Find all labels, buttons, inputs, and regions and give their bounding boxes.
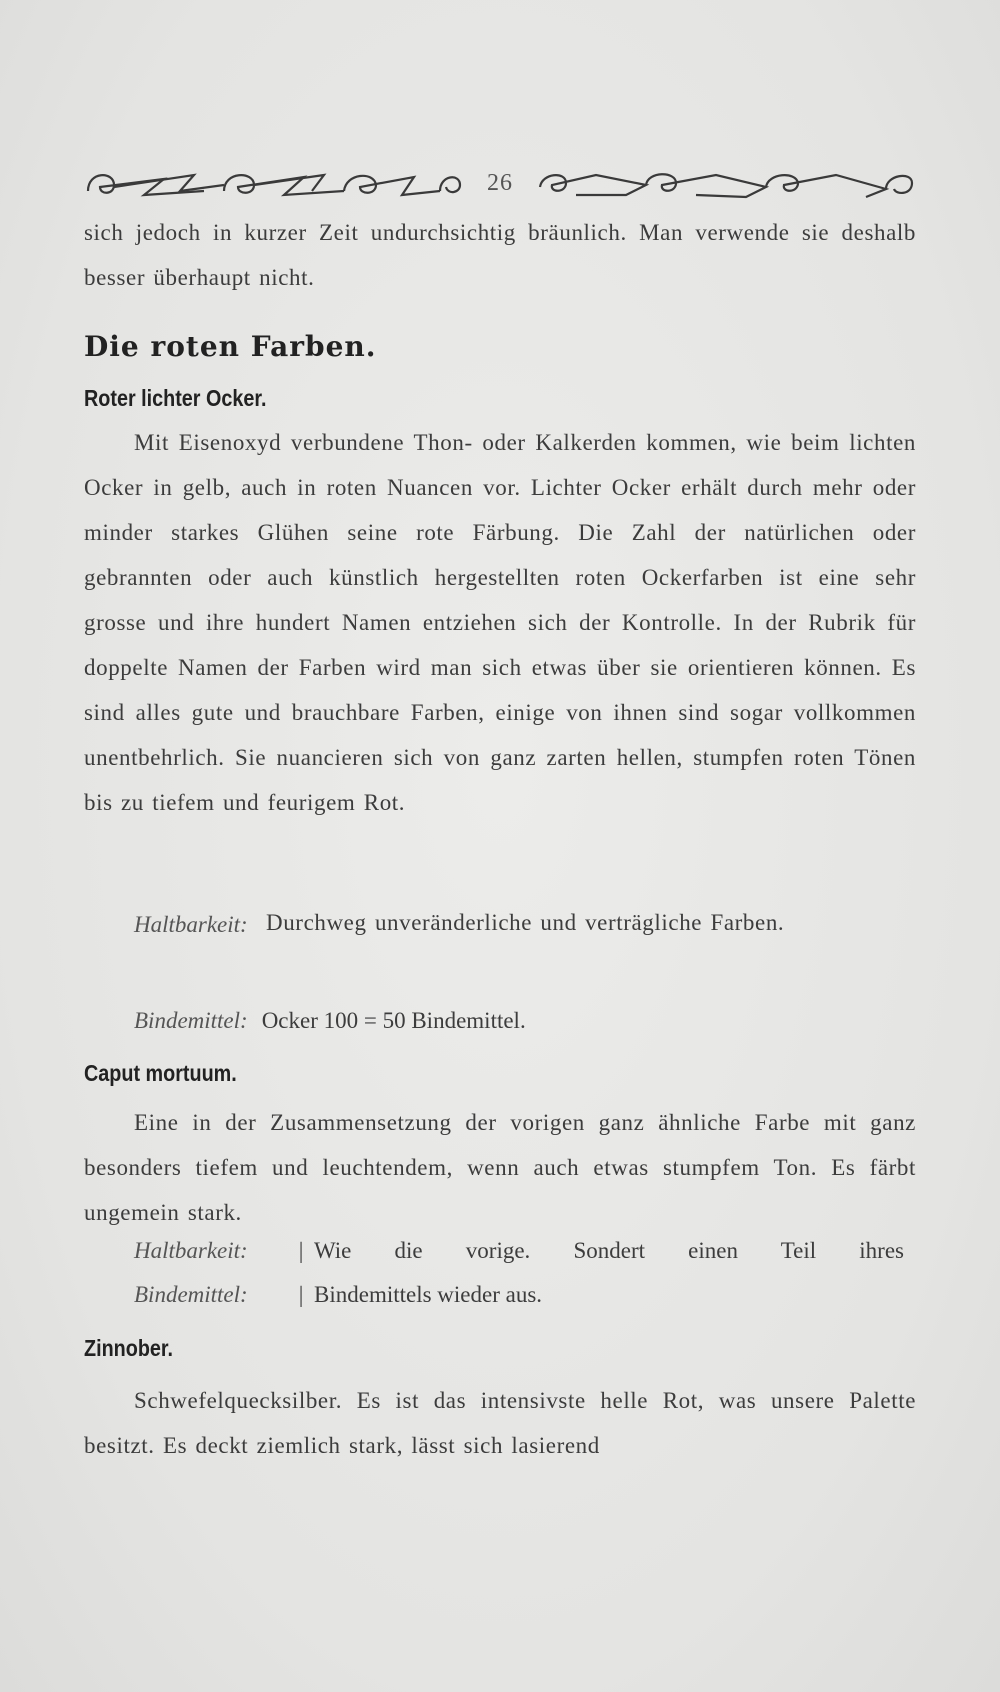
entry-body-caput-mortuum: Eine in der Zusammensetzung der vorigen ganz ähnliche Farbe mit ganz besonders tiefem und leuchtendem, wenn auch etwas stumpfem Ton. Es färbt ungemein stark.	[84, 1110, 916, 1225]
bindemittel-label-2: Bindemittel:	[134, 1282, 248, 1307]
haltbarkeit-label-2: Haltbarkeit:	[134, 1238, 248, 1263]
section-title: Die roten Farben.	[84, 330, 377, 363]
haltbarkeit-value: Durchweg unveränderliche und verträgliche Farben.	[266, 910, 785, 935]
bindemittel-row-2	[134, 1282, 916, 1308]
entry-title-zinnober: Zinnober.	[84, 1335, 174, 1361]
shared-value-line2: Bindemittels wieder aus.	[314, 1282, 543, 1307]
bindemittel-row-1	[134, 1008, 526, 1034]
entry-title-roter-lichter-ocker: Roter lichter Ocker.	[84, 385, 267, 411]
page-number: 26	[487, 169, 513, 196]
intro-paragraph: sich jedoch in kurzer Zeit undurchsichtig bräunlich. Man verwende sie deshalb besser überhaupt nicht.	[84, 220, 916, 290]
haltbarkeit-label: Haltbarkeit:	[134, 912, 248, 937]
entry-body-roter-lichter-ocker: Mit Eisenoxyd verbundene Thon- oder Kalkerden kommen, wie beim lichten Ocker in gelb, auch in roten Nuancen vor. Lichter Ocker erhält durch mehr oder minder starkes Glühen seine rote Färbung. Die Zahl der natürlichen oder gebrannten oder auch künstlich hergestellten roten Ockerfarben ist eine sehr grosse und ihre hundert Namen entziehen sich der Kontrolle. In der Rubrik für doppelte Namen der Farben wird man sich etwas über sie orientieren können. Es sind alles gute und brauchbare Farben, einige von ihnen sind sogar vollkommen unentbehrlich. Sie nuancieren sich von ganz zarten hellen, stumpfen roten Tönen bis zu tiefem und feurigem Rot.	[84, 430, 916, 815]
haltbarkeit-row-2	[134, 1238, 916, 1264]
ornament-right	[536, 161, 916, 205]
shared-value-line1: Wie die vorige. Sondert einen Teil ihres	[314, 1238, 904, 1263]
bindemittel-value: Ocker 100 = 50 Bindemittel.	[261, 1008, 526, 1033]
entry-title-caput-mortuum: Caput mortuum.	[84, 1060, 237, 1086]
brace-top: |	[298, 1238, 304, 1263]
ornament-left	[84, 161, 464, 205]
brace-bottom: |	[298, 1282, 304, 1307]
entry-body-zinnober: Schwefelquecksilber. Es ist das intensivste helle Rot, was unsere Palette besitzt. Es deckt ziemlich stark, lässt sich lasierend	[84, 1388, 916, 1458]
bindemittel-label: Bindemittel:	[134, 1008, 248, 1033]
page-header	[84, 158, 916, 208]
